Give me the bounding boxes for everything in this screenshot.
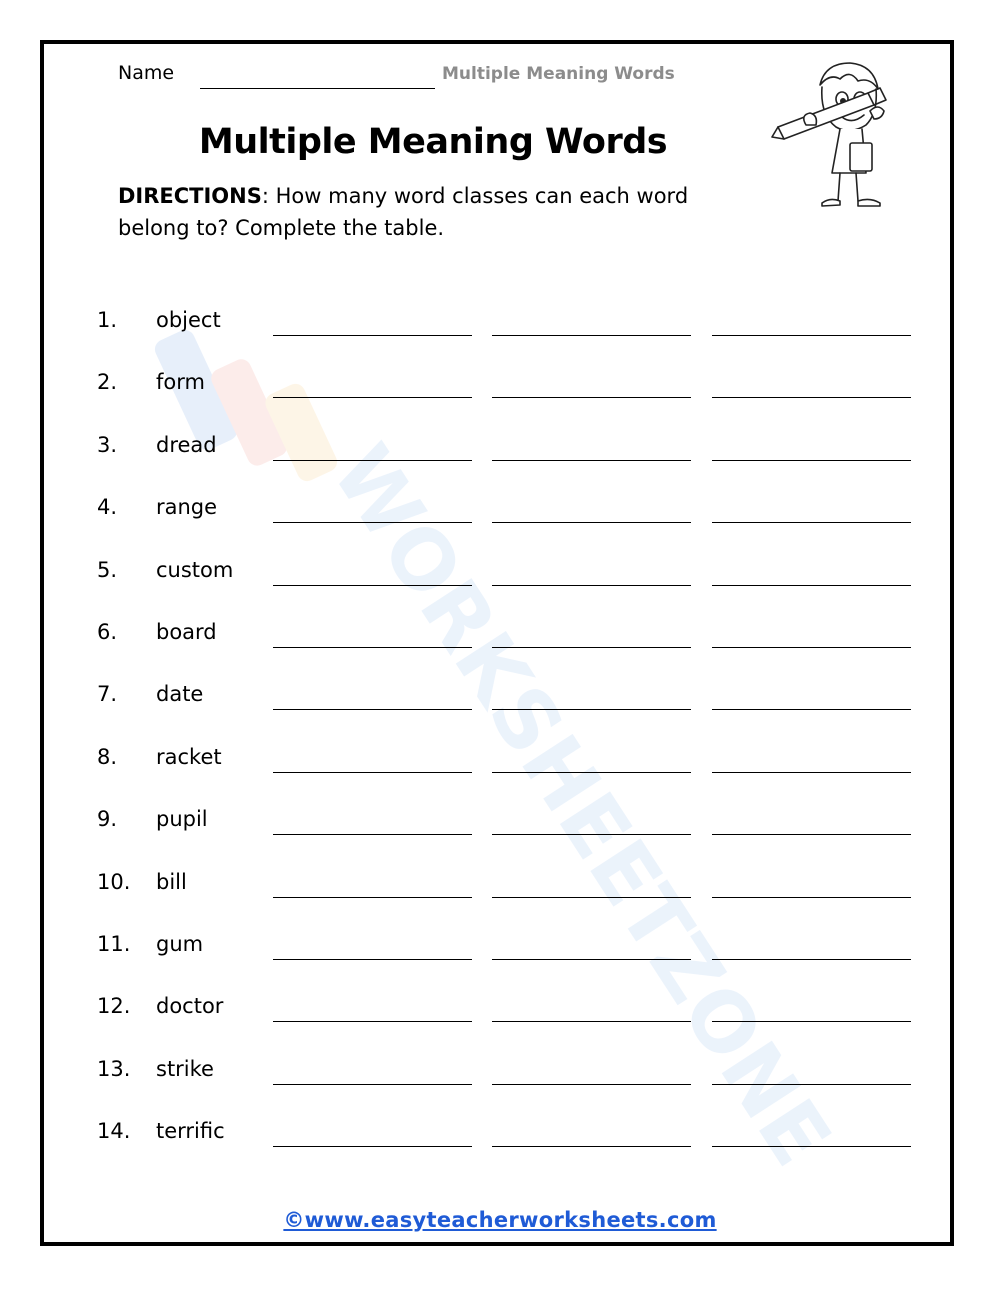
list-item [0, 807, 1000, 847]
answer-blank-1[interactable] [273, 522, 472, 523]
item-word: racket [156, 744, 222, 769]
list-item [0, 745, 1000, 785]
answer-blank-1[interactable] [273, 647, 472, 648]
list-item [0, 870, 1000, 910]
item-word: bill [156, 869, 187, 894]
answer-blank-2[interactable] [492, 522, 691, 523]
header-subtitle: Multiple Meaning Words [442, 64, 675, 84]
answer-blank-1[interactable] [273, 1084, 472, 1085]
answer-blank-3[interactable] [712, 647, 911, 648]
item-word: pupil [156, 807, 208, 832]
answer-blank-1[interactable] [273, 897, 472, 898]
answer-blank-2[interactable] [492, 1021, 691, 1022]
list-item [0, 433, 1000, 473]
item-number: 10. [97, 869, 131, 894]
directions-text: : How many word classes can each word belong to? Complete the table. [118, 184, 689, 240]
answer-blank-2[interactable] [492, 460, 691, 461]
answer-blank-2[interactable] [492, 1146, 691, 1147]
answer-blank-3[interactable] [712, 397, 911, 398]
answer-blank-1[interactable] [273, 460, 472, 461]
answer-blank-2[interactable] [492, 709, 691, 710]
footer-link[interactable]: ©www.easyteacherworksheets.com [283, 1208, 717, 1232]
item-number: 11. [97, 932, 131, 956]
list-item [0, 932, 1000, 972]
item-word: form [156, 370, 205, 395]
answer-blank-2[interactable] [492, 397, 691, 398]
item-number: 2. [97, 370, 118, 395]
item-number: 3. [97, 432, 118, 457]
answer-blank-2[interactable] [492, 1084, 691, 1085]
item-word: gum [156, 932, 204, 956]
list-item [0, 620, 1000, 660]
item-number: 9. [97, 807, 118, 832]
answer-blank-3[interactable] [712, 1084, 911, 1085]
item-number: 12. [97, 994, 131, 1019]
answer-blank-3[interactable] [712, 709, 911, 710]
answer-blank-1[interactable] [273, 834, 472, 835]
page-title: Multiple Meaning Words [198, 122, 668, 162]
item-number: 8. [97, 744, 118, 769]
answer-blank-3[interactable] [712, 1146, 911, 1147]
item-word: doctor [156, 994, 224, 1019]
name-field[interactable] [200, 88, 435, 89]
item-number: 4. [97, 495, 118, 520]
answer-blank-3[interactable] [712, 1021, 911, 1022]
answer-blank-3[interactable] [712, 585, 911, 586]
list-item [0, 1057, 1000, 1097]
answer-blank-3[interactable] [712, 522, 911, 523]
directions-label: DIRECTIONS [118, 184, 262, 208]
answer-blank-3[interactable] [712, 460, 911, 461]
item-number: 5. [97, 557, 118, 582]
item-number: 14. [97, 1119, 131, 1144]
answer-blank-2[interactable] [492, 335, 691, 336]
item-number: 7. [97, 682, 118, 707]
list-item [0, 558, 1000, 598]
item-word: strike [156, 1056, 214, 1081]
answer-blank-1[interactable] [273, 1021, 472, 1022]
answer-blank-1[interactable] [273, 772, 472, 773]
item-word: date [156, 682, 204, 707]
answer-blank-1[interactable] [273, 335, 472, 336]
item-word: board [156, 620, 217, 644]
answer-blank-1[interactable] [273, 959, 472, 960]
list-item [0, 994, 1000, 1034]
answer-blank-2[interactable] [492, 585, 691, 586]
answer-blank-1[interactable] [273, 585, 472, 586]
answer-blank-3[interactable] [712, 959, 911, 960]
answer-blank-2[interactable] [492, 897, 691, 898]
item-word: object [156, 308, 221, 332]
answer-blank-2[interactable] [492, 647, 691, 648]
item-number: 6. [97, 620, 118, 644]
item-number: 1. [97, 308, 118, 332]
list-item [0, 308, 1000, 348]
answer-blank-3[interactable] [712, 834, 911, 835]
item-word: range [156, 495, 218, 520]
answer-blank-1[interactable] [273, 397, 472, 398]
answer-blank-1[interactable] [273, 709, 472, 710]
watermark-text: WORKSHEETZONE [313, 429, 849, 1183]
answer-blank-2[interactable] [492, 834, 691, 835]
item-number: 13. [97, 1056, 131, 1081]
list-item [0, 1119, 1000, 1159]
answer-blank-3[interactable] [712, 772, 911, 773]
list-item [0, 370, 1000, 410]
answer-blank-2[interactable] [492, 772, 691, 773]
answer-blank-1[interactable] [273, 1146, 472, 1147]
list-item [0, 495, 1000, 535]
item-word: terrific [156, 1119, 225, 1144]
name-label: Name [118, 62, 175, 84]
answer-blank-3[interactable] [712, 335, 911, 336]
item-word: custom [156, 557, 234, 582]
directions [118, 180, 738, 244]
list-item [0, 682, 1000, 722]
answer-blank-2[interactable] [492, 959, 691, 960]
answer-blank-3[interactable] [712, 897, 911, 898]
item-word: dread [156, 432, 217, 457]
